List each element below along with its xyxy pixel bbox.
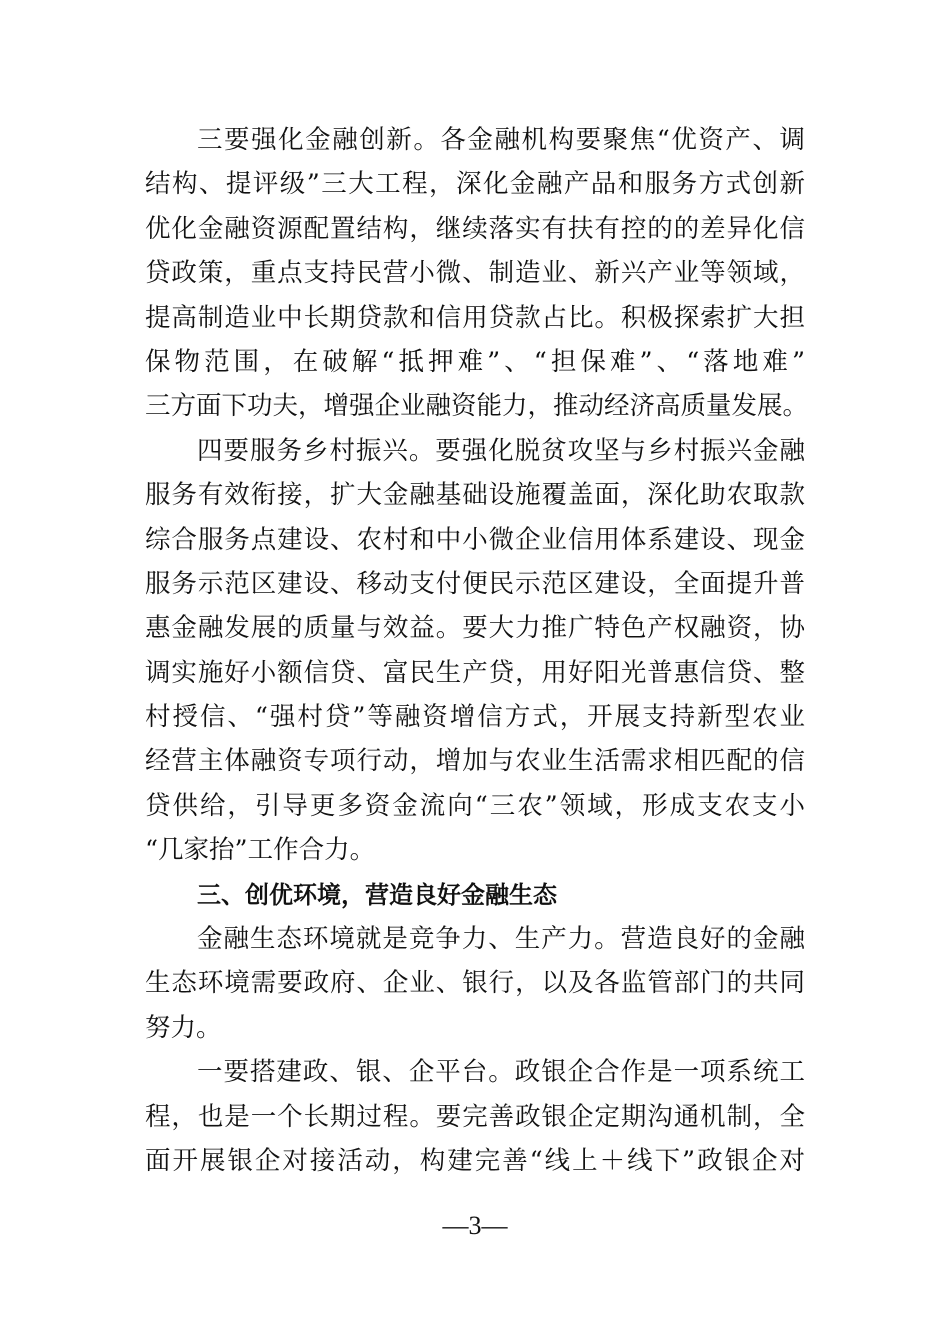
paragraph-platform (145, 1050, 805, 1183)
text-line: 三方面下功夫，增强企业融资能力，推动经济高质量发展。 (145, 391, 809, 422)
text-line: 程，也是一个长期过程。要完善政银企定期沟通机制，全 (145, 1101, 805, 1132)
paragraph-rural-revitalization (145, 429, 805, 873)
text-line: 经营主体融资专项行动，增加与农业生活需求相匹配的信 (145, 746, 805, 777)
text-line: 调实施好小额信贷、富民生产贷，用好阳光普惠信贷、整 (145, 657, 805, 688)
text-line: 一要搭建政、银、企平台。政银企合作是一项系统工 (197, 1057, 805, 1088)
text-line: 三要强化金融创新。各金融机构要聚焦“优资产、调 (197, 125, 805, 155)
paragraph-ecology-intro (145, 917, 805, 1050)
text-line: 贷供给，引导更多资金流向“三农”领域，形成支农支小 (145, 790, 805, 821)
text-line: 服务示范区建设、移动支付便民示范区建设，全面提升普 (145, 568, 805, 599)
section-heading (145, 873, 805, 917)
text-line: 金融生态环境就是竞争力、生产力。营造良好的金融 (197, 924, 805, 955)
text-line: 贷政策，重点支持民营小微、制造业、新兴产业等领域， (145, 258, 805, 289)
text-line: 提高制造业中长期贷款和信用贷款占比。积极探索扩大担 (145, 302, 805, 333)
page-number: —3— (442, 1211, 508, 1240)
text-line: 四要服务乡村振兴。要强化脱贫攻坚与乡村振兴金融 (197, 435, 805, 466)
text-line: 生态环境需要政府、企业、银行，以及各监管部门的共同 (145, 968, 805, 999)
text-line: 村授信、“强村贷”等融资增信方式，开展支持新型农业 (145, 702, 805, 733)
text-line: “几家抬”工作合力。 (145, 835, 376, 866)
text-line: 综合服务点建设、农村和中小微企业信用体系建设、现金 (145, 524, 805, 555)
text-line: 努力。 (145, 1012, 222, 1043)
text-line: 面开展银企对接活动，构建完善“线上＋线下”政银企对 (145, 1145, 805, 1176)
paragraph-innovation (145, 118, 809, 429)
text-line: 惠金融发展的质量与效益。要大力推广特色产权融资，协 (145, 613, 805, 644)
document-page (145, 118, 809, 1183)
text-line: 服务有效衔接，扩大金融基础设施覆盖面，深化助农取款 (145, 480, 805, 511)
text-line: 结构、提评级”三大工程，深化金融产品和服务方式创新 (145, 169, 805, 200)
text-line: 优化金融资源配置结构，继续落实有扶有控的的差异化信 (145, 213, 805, 244)
text-line: 保物范围，在破解“抵押难”、“担保难”、“落地难” (145, 346, 805, 377)
section-title: 三、创优环境，营造良好金融生态 (197, 880, 557, 909)
